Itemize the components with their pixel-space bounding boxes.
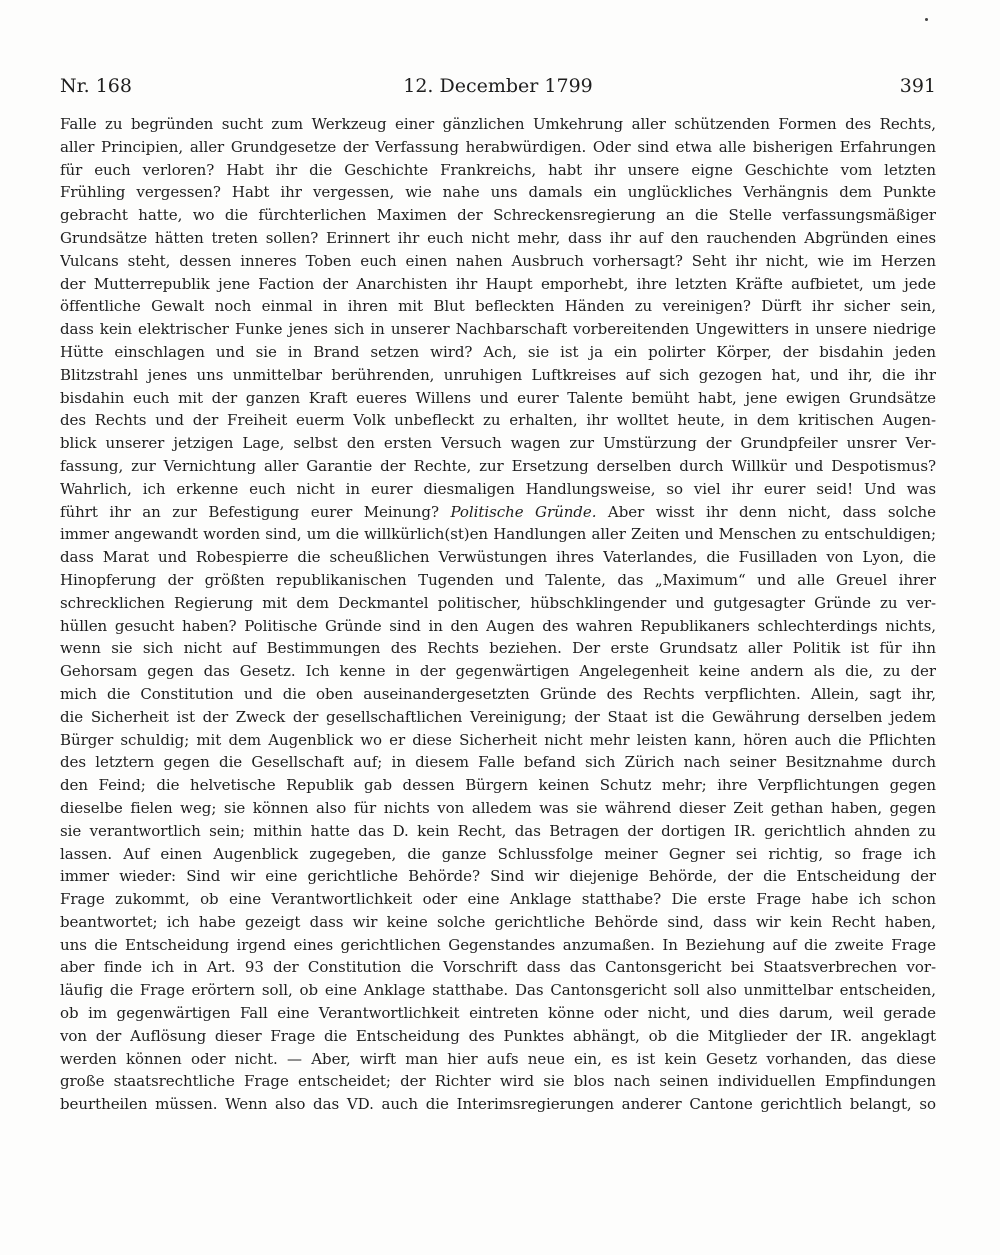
text-line: Frage zukommt, ob eine Verantwortlichkeit oder eine Anklage statthabe? Die erste Frage habe ich schon [60, 890, 936, 909]
text-line: für euch verloren? Habt ihr die Geschichte Frankreichs, habt ihr unsere eigne Geschichte vom letzten [60, 160, 936, 179]
text-line: immer angewandt worden sind, um die willkürlich(st)en Handlungen aller Zeiten und Menschen zu entschuldigen; [60, 525, 936, 544]
text-line: blick unserer jetzigen Lage, selbst den ersten Versuch wagen zur Umstürzung der Grundpfeiler unsrer Ver- [60, 434, 936, 453]
text-line: aber finde ich in Art. 93 der Constitution die Vorschrift dass das Cantonsgericht bei Staatsverbrechen vor- [60, 958, 936, 977]
text-line: werden können oder nicht. — Aber, wirft man hier aufs neue ein, es ist kein Gesetz vorhanden, das diese [60, 1049, 936, 1068]
text-line: lassen. Auf einen Augenblick zugegeben, die ganze Schlussfolge meiner Gegner sei richtig, so frage ich [60, 844, 936, 863]
body-text [60, 113, 936, 1116]
issue-date: 12. December 1799 [403, 75, 593, 97]
text-line: Bürger schuldig; mit dem Augenblick wo er diese Sicherheit nicht mehr leisten kann, hören auch die Pflichten [60, 730, 936, 749]
text-line: große staatsrechtliche Frage entscheidet; der Richter wird sie blos nach seinen individuellen Empfindungen [60, 1072, 936, 1091]
text-line: dieselbe fielen weg; sie können also für nichts von alledem was sie während dieser Zeit gethan haben, gegen [60, 798, 936, 817]
text-line: der Mutterrepublik jene Faction der Anarchisten ihr Haupt emporhebt, ihre letzten Kräfte aufbietet, um jede [60, 274, 936, 293]
text-line: öffentliche Gewalt noch einmal in ihren mit Blut befleckten Händen zu vereinigen? Dürft ihr sicher sein, [60, 297, 936, 316]
text-line: schrecklichen Regierung mit dem Deckmantel politischer, hübschklingender und gutgesagter Gründe zu ver- [60, 593, 936, 612]
text-line: uns die Entscheidung irgend eines gerichtlichen Gegenstandes anzumaßen. In Beziehung auf die zweite Frage [60, 935, 936, 954]
text-line: Wahrlich, ich erkenne euch nicht in eurer diesmaligen Handlungsweise, so viel ihr eurer seid! Und was [60, 479, 936, 498]
text-line: den Feind; die helvetische Republik gab dessen Bürgern keinen Schutz mehr; ihre Verpflichtungen gegen [60, 776, 936, 795]
page-number: 391 [899, 75, 936, 97]
text-line: Vulcans steht, dessen inneres Toben euch einen nahen Ausbruch vorhersagt? Seht ihr nicht, wie im Herzen [60, 251, 936, 270]
text-line: immer wieder: Sind wir eine gerichtliche Behörde? Sind wir diejenige Behörde, der die Entscheidung der [60, 867, 936, 886]
text-line: beurtheilen müssen. Wenn also das VD. auch die Interimsregierungen anderer Cantone gerichtlich belangt, so [60, 1095, 936, 1114]
text-line: Gehorsam gegen das Gesetz. Ich kenne in der gegenwärtigen Angelegenheit keine andern als die, zu der [60, 662, 936, 681]
text-line: läufig die Frage erörtern soll, ob eine Anklage statthabe. Das Cantonsgericht soll also unmittelbar entscheiden, [60, 981, 936, 1000]
text-line: fassung, zur Vernichtung aller Garantie der Rechte, zur Ersetzung derselben durch Willkür und Despotismus? [60, 456, 936, 475]
text-line: führt ihr an zur Befestigung eurer Meinung? Politische Gründe. Aber wisst ihr denn nicht, dass solche [60, 502, 936, 521]
text-line: von der Auflösung dieser Frage die Entscheidung des Punktes abhängt, ob die Mitglieder der IR. angeklagt [60, 1026, 936, 1045]
text-line: Grundsätze hätten treten sollen? Erinnert ihr euch nicht mehr, dass ihr auf den rauchenden Abgründen eines [60, 228, 936, 247]
text-line: des letztern gegen die Gesellschaft auf; in diesem Falle befand sich Zürich nach seiner Besitznahme durch [60, 753, 936, 772]
text-line: mich die Constitution und die oben auseinandergesetzten Gründe des Rechts verpflichten. Allein, sagt ihr, [60, 684, 936, 703]
text-line: Frühling vergessen? Habt ihr vergessen, wie nahe uns damals ein unglückliches Verhängnis dem Punkte [60, 183, 936, 202]
text-line: aller Principien, aller Grundgesetze der Verfassung herabwürdigen. Oder sind etwa alle bisherigen Erfahrungen [60, 137, 936, 156]
text-line: dass Marat und Robespierre die scheußlichen Verwüstungen ihres Vaterlandes, die Fusilladen von Lyon, die [60, 548, 936, 567]
text-line: Falle zu begründen sucht zum Werkzeug einer gänzlichen Umkehrung aller schützenden Formen des Rechts, [60, 115, 936, 133]
text-line: hüllen gesucht haben? Politische Gründe sind in den Augen des wahren Republikaners schlechterdings nichts, [60, 616, 936, 635]
issue-number: Nr. 168 [60, 75, 132, 97]
text-line: des Rechts und der Freiheit euerm Volk unbefleckt zu erhalten, ihr wolltet heute, in dem kritischen Augen- [60, 411, 936, 430]
text-line: wenn sie sich nicht auf Bestimmungen des Rechts beziehen. Der erste Grundsatz aller Politik ist für ihn [60, 639, 936, 658]
scan-speck [925, 18, 928, 21]
running-header [60, 73, 936, 99]
text-line: Hinopferung der größten republikanischen Tugenden und Talente, das „Maximum“ und alle Greuel ihrer [60, 570, 936, 589]
text-line: die Sicherheit ist der Zweck der gesellschaftlichen Vereinigung; der Staat ist die Gewährung derselben jedem [60, 707, 936, 726]
text-line: bisdahin euch mit der ganzen Kraft eueres Willens und eurer Talente bemüht habt, jene ewigen Grundsätze [60, 388, 936, 407]
text-line: sie verantwortlich sein; mithin hatte das D. kein Recht, das Betragen der dortigen IR. gerichtlich ahnden zu [60, 821, 936, 840]
text-line: beantwortet; ich habe gezeigt dass wir keine solche gerichtliche Behörde sind, dass wir kein Recht haben, [60, 912, 936, 931]
text-line: ob im gegenwärtigen Fall eine Verantwortlichkeit eintreten könne oder nicht, und dies darum, weil gerade [60, 1004, 936, 1023]
text-line: Blitzstrahl jenes uns unmittelbar berührenden, unruhigen Luftkreises auf sich gezogen hat, und ihr, die ihr [60, 365, 936, 384]
text-line: gebracht hatte, wo die fürchterlichen Maximen der Schreckensregierung an die Stelle verfassungsmäßiger [60, 206, 936, 225]
text-line: dass kein elektrischer Funke jenes sich in unserer Nachbarschaft vorbereitenden Ungewitters in unsere niedrige [60, 320, 936, 339]
text-line: Hütte einschlagen und sie in Brand setzen wird? Ach, sie ist ja ein polirter Körper, der bisdahin jeden [60, 342, 936, 361]
